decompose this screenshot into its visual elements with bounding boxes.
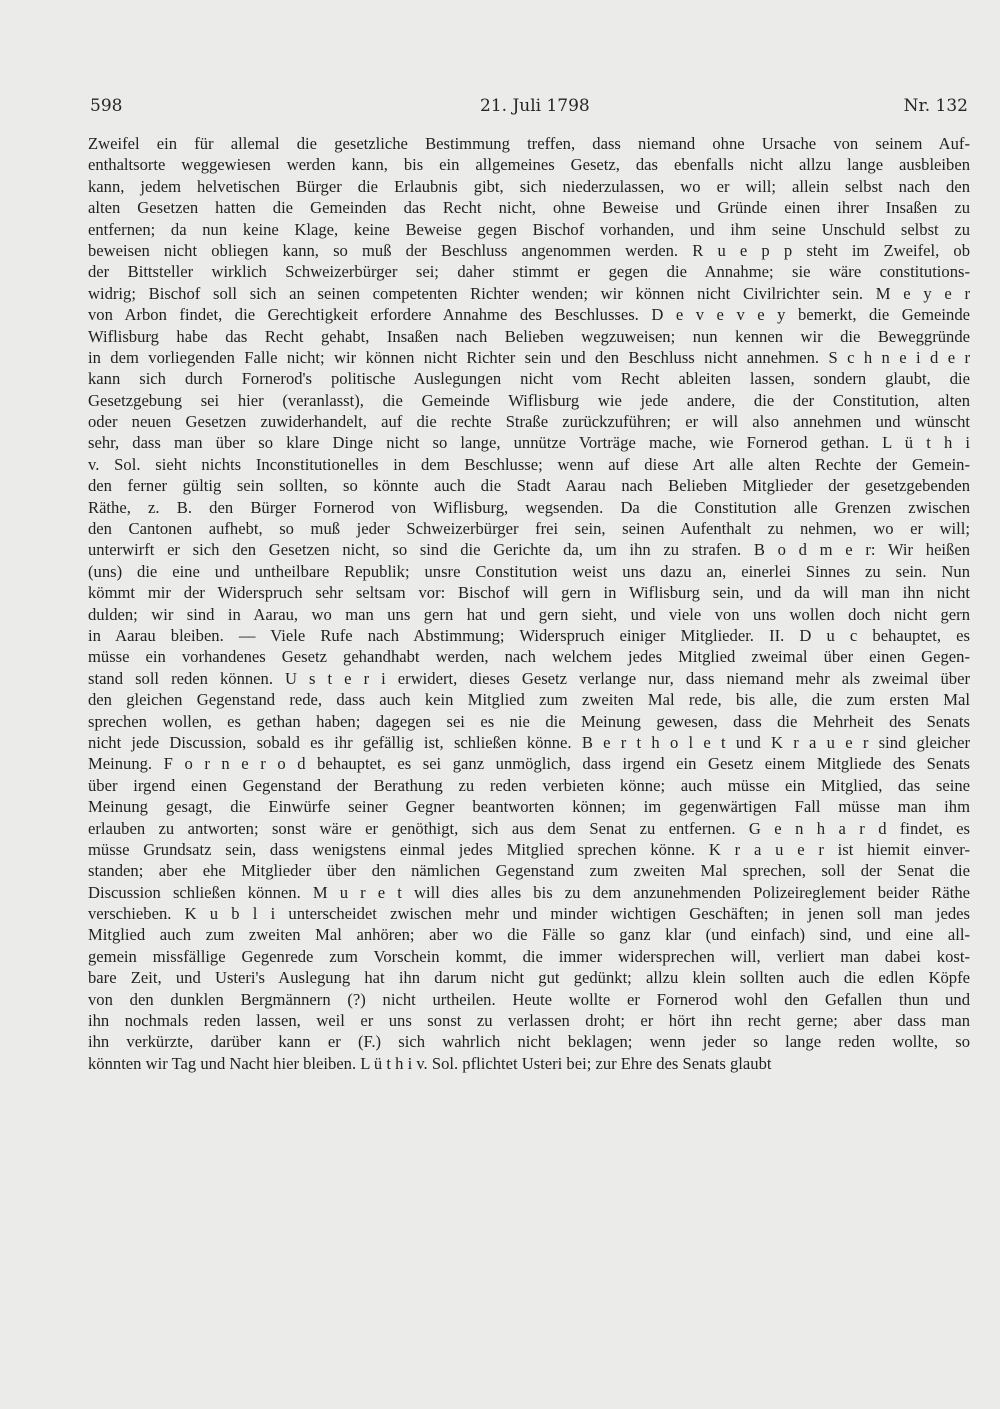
text-line: den gleichen Gegenstand rede, dass auch kein Mitglied zum zweiten Mal rede, bis alle, die zum ersten Mal — [88, 690, 970, 710]
text-line: v. Sol. sieht nichts Inconstitutionelles in dem Beschlusse; wenn auf diese Art alle alten Rechte der Gemein- — [88, 454, 970, 474]
text-line: der Bittsteller wirklich Schweizerbürger sei; daher stimmt er gegen die Annahme; sie wäre constitutions- — [88, 262, 970, 282]
text-line: Räthe, z. B. den Bürger Fornerod von Wiflisburg, wegsenden. Da die Constitution alle Grenzen zwischen — [88, 497, 970, 517]
text-line: Meinung gesagt, die Einwürfe seiner Gegner beantworten können; im gegenwärtigen Fall müsse man ihm — [88, 797, 970, 817]
text-line: sehr, dass man über so klare Dinge nicht so lange, unnütze Vorträge mache, wie Fornerod gethan. L ü t h i — [88, 433, 970, 453]
text-line: Meinung. F o r n e r o d behauptet, es sei ganz unmöglich, dass irgend ein Gesetz einem Mitgliede des Senats — [88, 754, 970, 774]
text-line: von den dunklen Bergmännern (?) nicht urtheilen. Heute wollte er Fornerod wohl den Gefallen thun und — [88, 989, 970, 1009]
text-line: entfernen; da nun keine Klage, keine Beweise gegen Bischof vorhanden, und ihm seine Unschuld selbst zu — [88, 219, 970, 239]
text-line: Gesetzgebung sei hier (veranlasst), die Gemeinde Wiflisburg wie jede andere, die der Constitution, alten — [88, 390, 970, 410]
text-line: beweisen nicht obliegen kann, so muß der Beschluss angenommen werden. R u e p p steht im Zweifel, ob — [88, 240, 970, 260]
text-line: sprechen wollen, es gethan haben; dagegen sei es nie die Meinung gewesen, dass die Mehrheit des Senats — [88, 711, 970, 731]
page-header — [90, 96, 968, 126]
text-line: alten Gesetzen hatten die Gemeinden das Recht nicht, ohne Beweise und Gründe einen ihrer Insaßen zu — [88, 198, 970, 218]
text-line: in dem vorliegenden Falle nicht; wir können nicht Richter sein und den Beschluss nicht annehmen. S c h n e i d e r — [88, 347, 970, 367]
text-line: ihn verkürzte, darüber kann er (F.) sich wahrlich nicht beklagen; wenn jeder so lange reden wollte, so — [88, 1032, 970, 1052]
text-line: enthaltsorte weggewiesen werden kann, bis ein allgemeines Gesetz, das ebenfalls nicht allzu lange ausbleiben — [88, 155, 970, 175]
text-line: stand soll reden können. U s t e r i erwidert, dieses Gesetz verlange nur, dass niemand mehr als zweimal über — [88, 668, 970, 688]
text-line: in Aarau bleiben. — Viele Rufe nach Abstimmung; Widerspruch einiger Mitglieder. II. D u c behauptet, es — [88, 625, 970, 645]
page-number: 598 — [90, 96, 123, 116]
document-number: Nr. 132 — [903, 96, 968, 116]
text-line: gemein missfällige Gegenrede zum Vorschein kommt, die immer widersprechen will, verliert man dabei kost- — [88, 946, 970, 966]
text-line: den Cantonen aufhebt, so muß jeder Schweizerbürger frei sein, seinen Aufenthalt zu nehmen, wo er will; — [88, 519, 970, 539]
text-line: kann, jedem helvetischen Bürger die Erlaubnis gibt, sich niederzulassen, wo er will; allein selbst nach den — [88, 176, 970, 196]
header-date: 21. Juli 1798 — [480, 96, 590, 116]
text-line: widrig; Bischof soll sich an seinen competenten Richter wenden; wir können nicht Civilrichter sein. M e y e r — [88, 283, 970, 303]
text-line: kann sich durch Fornerod's politische Auslegungen nicht vom Recht ableiten lassen, sondern glaubt, die — [88, 369, 970, 389]
text-line: kömmt mir der Widerspruch sehr seltsam vor: Bischof will gern in Wiflisburg sein, und da will man ihn nicht — [88, 583, 970, 603]
text-line: (uns) die eine und untheilbare Republik; unsre Constitution weist uns dazu an, einerlei Sinnes zu sein. Nun — [88, 561, 970, 581]
text-line: Mitglied auch zum zweiten Mal anhören; aber wo die Fälle so ganz klar (und einfach) sind, und eine all- — [88, 925, 970, 945]
text-line: über irgend einen Gegenstand der Berathung zu reden verbieten könne; auch müsse ein Mitglied, das seine — [88, 775, 970, 795]
text-line: von Arbon findet, die Gerechtigkeit erfordere Annahme des Beschlusses. D e v e v e y bemerkt, die Gemeinde — [88, 305, 970, 325]
text-line: den ferner gültig sein sollten, so könnte auch die Stadt Aarau nach Belieben Mitglieder der gesetzgebenden — [88, 476, 970, 496]
text-line: könnten wir Tag und Nacht hier bleiben. L ü t h i v. Sol. pflichtet Usteri bei; zur Ehre des Senats glaubt — [88, 1053, 772, 1073]
text-line: standen; aber ehe Mitglieder über den nämlichen Gegenstand zum zweiten Mal sprechen, soll der Senat die — [88, 861, 970, 881]
text-line: ihn nochmals reden lassen, weil er uns sonst zu verlassen droht; er hört ihn recht gerne; aber dass man — [88, 1011, 970, 1031]
text-line: verschieben. K u b l i unterscheidet zwischen mehr und minder wichtigen Geschäften; in jenen soll man jedes — [88, 904, 970, 924]
text-line: Zweifel ein für allemal die gesetzliche Bestimmung treffen, dass niemand ohne Ursache von seinem Auf- — [88, 134, 970, 153]
text-line: unterwirft er sich den Gesetzen nicht, so sind die Gerichte da, um ihn zu strafen. B o d m e r: Wir heißen — [88, 540, 970, 560]
text-line: müsse ein vorhandenes Gesetz gehandhabt werden, nach welchem jedes Mitglied zweimal über einen Gegen- — [88, 647, 970, 667]
text-line: nicht jede Discussion, sobald es ihr gefällig ist, schließen könne. B e r t h o l e t und K r a u e r sind gleicher — [88, 732, 970, 752]
text-line: dulden; wir sind in Aarau, wo man uns gern hat und gern sieht, und viele von uns wollen doch nicht gern — [88, 604, 970, 624]
text-line: Discussion schließen können. M u r e t will dies alles bis zu dem anzunehmenden Polizeireglement beider Räthe — [88, 882, 970, 902]
text-line: Wiflisburg habe das Recht gehabt, Insaßen nach Belieben wegzuweisen; nun kennen wir die Beweggründe — [88, 326, 970, 346]
text-line: erlauben zu antworten; sonst wäre er genöthigt, sich aus dem Senat zu entfernen. G e n h a r d findet, es — [88, 818, 970, 838]
text-line: bare Zeit, und Usteri's Auslegung hat ihn darum nicht gut gedünkt; allzu klein sollten auch die edlen Köpfe — [88, 968, 970, 988]
text-line: oder neuen Gesetzen zuwiderhandelt, auf die rechte Straße zurückzuführen; er will also annehmen und wünscht — [88, 412, 970, 432]
text-line: müsse Grundsatz sein, dass wenigstens einmal jedes Mitglied sprechen könne. K r a u e r ist hiemit einver- — [88, 839, 970, 859]
body-text — [88, 133, 970, 1074]
